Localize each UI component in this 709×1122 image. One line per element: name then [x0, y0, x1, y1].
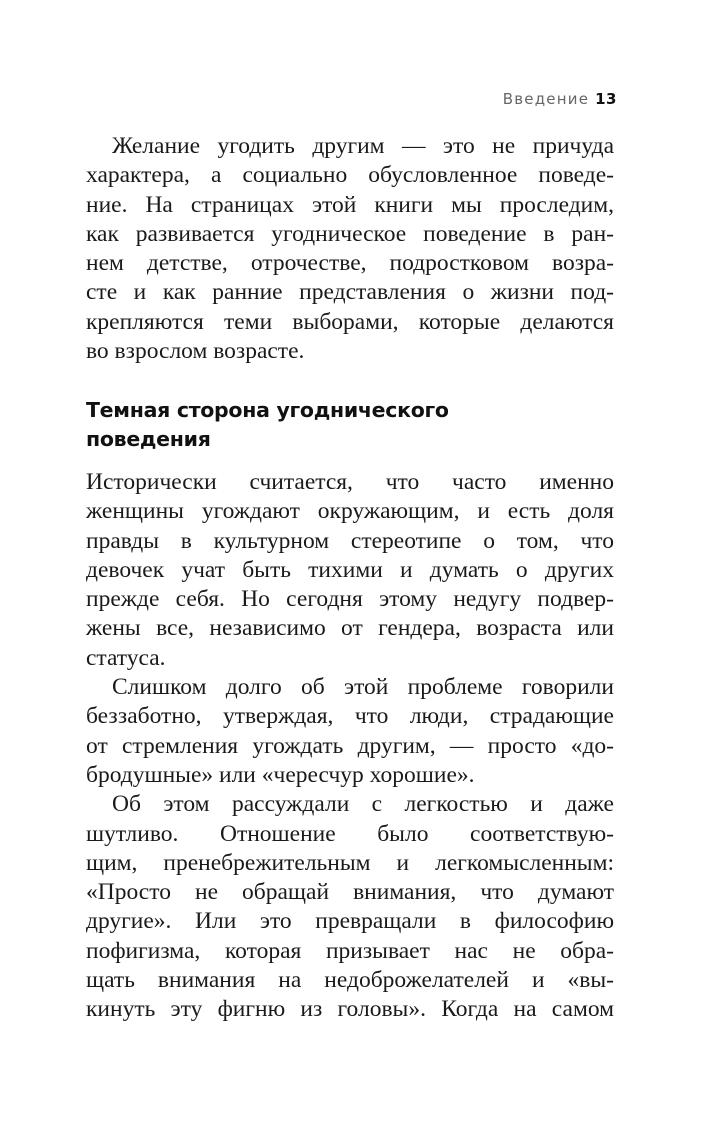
section-label: Введение: [502, 90, 590, 108]
paragraph-line: прежде себя. Но сегодня этому недугу подвер-: [86, 586, 614, 613]
section-heading: [86, 396, 614, 454]
paragraph-line: женщины угождают окружающим, и есть доля: [86, 498, 614, 525]
paragraph-line: Желание угодить другим — это не причуда: [112, 133, 614, 159]
paragraph-line: другие». Или это превращали в философию: [86, 908, 614, 935]
paragraph-line: статуса.: [86, 644, 166, 671]
heading-line: Темная сторона угоднического: [86, 398, 449, 422]
paragraph-line: беззаботно, утверждая, что люди, страдающие: [86, 703, 614, 730]
page-number: 13: [595, 90, 617, 108]
paragraph-line: щим, пренебрежительным и легкомысленным:: [86, 849, 614, 876]
paragraph-line: девочек учат быть тихими и думать о других: [86, 556, 614, 583]
paragraph-line: кинуть эту фигню из головы». Когда на самом: [86, 996, 614, 1023]
paragraph-line: ние. На страницах этой книги мы проследим,: [86, 191, 614, 218]
intro-paragraph: [86, 132, 614, 366]
paragraph-line: сте и как ранние представления о жизни под-: [86, 279, 614, 306]
paragraph-line: крепляются теми выборами, которые делаются: [86, 308, 614, 335]
paragraph-line: Исторически считается, что часто именно: [86, 469, 614, 495]
paragraph-line: Слишком долго об этой проблеме говорили: [112, 674, 614, 701]
running-header: [503, 90, 617, 108]
paragraph-line: щать внимания на недоброжелателей и «вы-: [86, 967, 614, 994]
paragraph-line: от стремления угождать другим, — просто «до-: [86, 732, 614, 759]
paragraph-line: характера, а социально обусловленное поведе-: [86, 162, 614, 189]
paragraph-line: как развивается угодническое поведение в ран-: [86, 220, 614, 247]
paragraph-line: «Просто не обращай внимания, что думают: [86, 879, 614, 906]
paragraph-line: правды в культурном стереотипе о том, что: [86, 527, 614, 554]
heading-line: поведения: [86, 427, 211, 451]
paragraph-line: бродушные» или «чересчур хорошие».: [86, 761, 475, 788]
paragraph-line: пофигизма, которая призывает нас не обра-: [86, 937, 614, 964]
section-body: [86, 468, 614, 1025]
paragraph-line: нем детстве, отрочестве, подростковом возра-: [86, 250, 614, 277]
paragraph-line: шутливо. Отношение было соответствую-: [86, 820, 614, 847]
paragraph-line: во взрослом возрасте.: [86, 338, 305, 365]
paragraph-1: [86, 468, 614, 673]
paragraph-3: [86, 790, 614, 1024]
paragraph-line: Об этом рассуждали с легкостью и даже: [112, 791, 614, 818]
paragraph-2: [86, 673, 614, 790]
paragraph-line: жены все, независимо от гендера, возраста или: [86, 615, 614, 642]
